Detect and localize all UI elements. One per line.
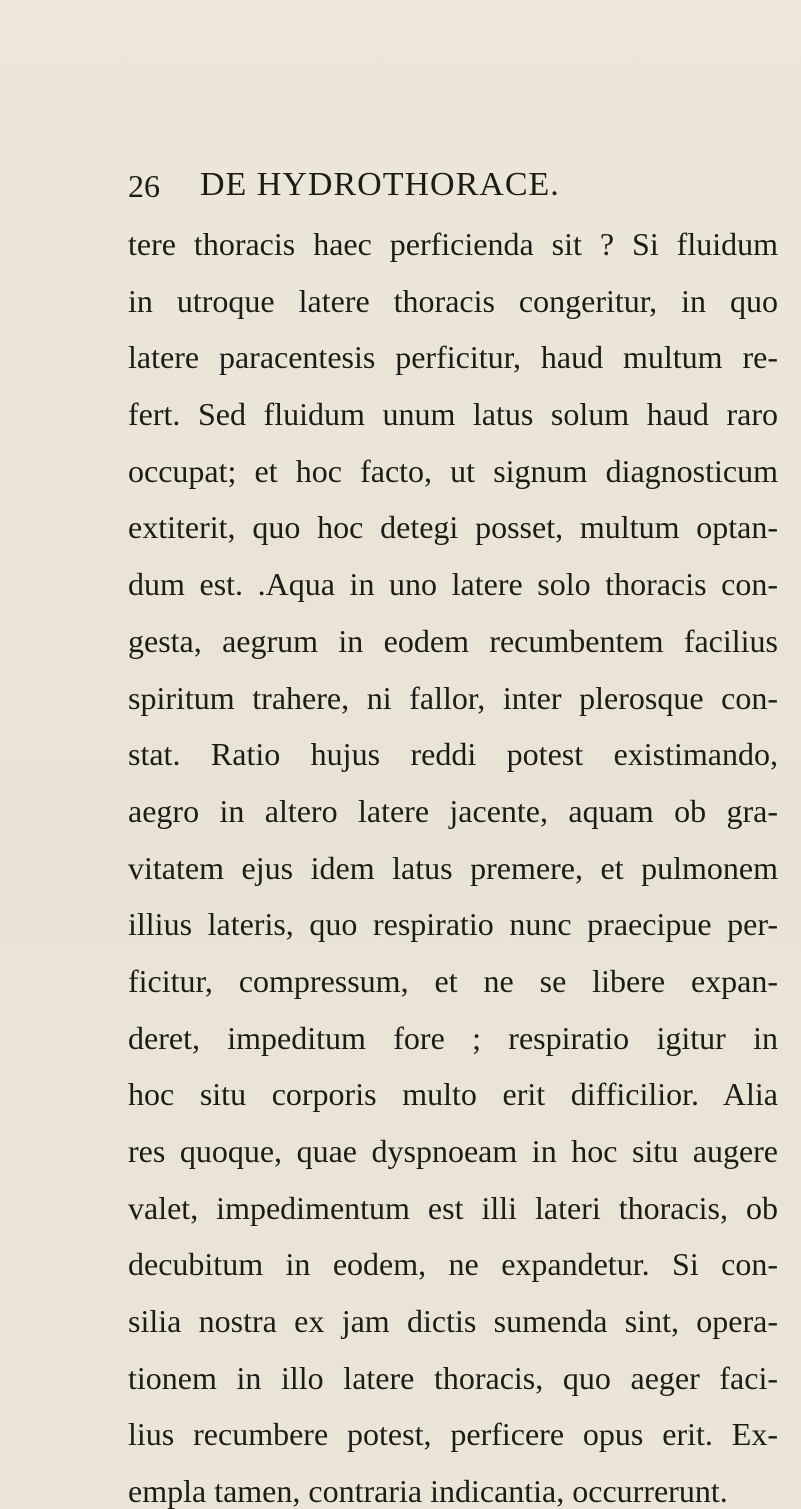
text-line: gesta, aegrum in eodem recumbentem facilius xyxy=(128,622,778,659)
text-line: spiritum trahere, ni fallor, inter plerosque con- xyxy=(128,679,778,716)
text-line: res quoque, quae dyspnoeam in hoc situ augere xyxy=(128,1133,778,1169)
text-line: vitatem ejus idem latus premere, et pulmonem xyxy=(128,849,778,886)
text-line: occupat; et hoc facto, ut signum diagnosticum xyxy=(128,452,778,489)
text-line: latere paracentesis perficitur, haud multum re- xyxy=(128,339,778,376)
text-line: hoc situ corporis multo erit difficilior. Alia xyxy=(128,1076,778,1113)
text-line: illius lateris, quo respiratio nunc praecipue per- xyxy=(128,906,778,943)
text-line: tere thoracis haec perficienda sit ? Si fluidum xyxy=(128,226,778,262)
text-line: empla tamen, contraria indicantia, occurrerunt. xyxy=(128,1473,728,1509)
text-line: stat. Ratio hujus reddi potest existimando, xyxy=(128,736,778,773)
body-text xyxy=(128,216,778,1509)
text-line: extiterit, quo hoc detegi posset, multum optan- xyxy=(128,509,778,546)
page-number: 26 xyxy=(128,168,160,204)
text-line: dum est. .Aqua in uno latere solo thoracis con- xyxy=(128,566,778,603)
text-line: tionem in illo latere thoracis, quo aeger faci- xyxy=(128,1359,778,1396)
running-title: DE HYDROTHORACE. xyxy=(200,166,560,203)
text-line: silia nostra ex jam dictis sumenda sint, opera- xyxy=(128,1303,778,1340)
text-line: lius recumbere potest, perficere opus erit. Ex- xyxy=(128,1416,778,1453)
text-line: aegro in altero latere jacente, aquam ob gra- xyxy=(128,792,778,829)
page-header xyxy=(0,160,801,210)
text-line: in utroque latere thoracis congeritur, in quo xyxy=(128,282,778,319)
text-line: ficitur, compressum, et ne se libere expan- xyxy=(128,962,778,999)
text-line: decubitum in eodem, ne expandetur. Si con- xyxy=(128,1246,778,1283)
text-line: fert. Sed fluidum unum latus solum haud raro xyxy=(128,396,778,433)
text-line: deret, impeditum fore ; respiratio igitur in xyxy=(128,1019,778,1056)
text-line: valet, impedimentum est illi lateri thoracis, ob xyxy=(128,1189,778,1226)
